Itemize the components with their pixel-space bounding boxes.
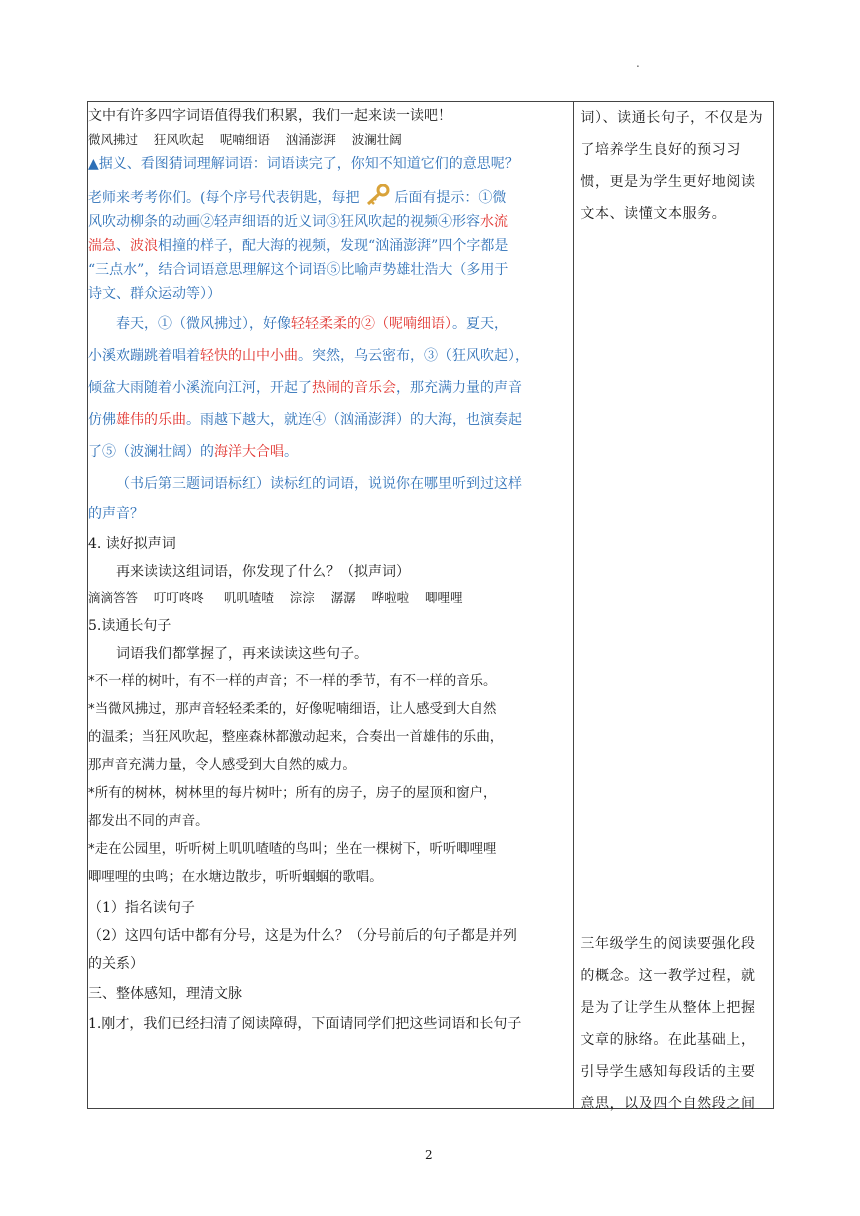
red-word: 波浪 <box>130 238 158 254</box>
passage-line-4 <box>88 408 573 432</box>
red-word: 轻快的山中小曲 <box>200 348 298 364</box>
red-word: 水流 <box>480 214 508 230</box>
book-task-line-2: 的声音？ <box>88 506 144 522</box>
note-line: 文本、读懂文本服务。 <box>580 206 727 222</box>
word-item: 唧哩哩 <box>425 590 463 605</box>
word-item: 微风拂过 <box>88 132 139 147</box>
passage-text: 仿佛 <box>88 412 116 428</box>
section-5-heading: 5.读通长句子 <box>88 618 172 634</box>
section-3-heading: 三、整体感知，理清文脉 <box>88 986 242 1002</box>
passage-text: 春天，①（微风拂过），好像 <box>116 316 291 332</box>
note-line: 三年级学生的阅读要强化段 <box>580 936 756 952</box>
section-5-intro: 词语我们都掌握了，再来读读这些句子。 <box>116 646 368 662</box>
passage-text: 。突然，乌云密布，③（狂风吹起）， <box>298 348 529 364</box>
sentence-4-line-1: *走在公园里，听听树上叽叽喳喳的鸟叫；坐在一棵树下，听听唧哩哩 <box>88 842 497 857</box>
passage-text: 小溪欢蹦跳着唱着 <box>88 348 200 364</box>
passage-text: 了⑤（波澜壮阔）的 <box>88 444 214 460</box>
sentence-1: *不一样的树叶，有不一样的声音；不一样的季节，有不一样的音乐。 <box>88 674 497 689</box>
word-item: 波澜壮阔 <box>351 132 402 147</box>
guess-prompt: ▲据义、看图猜词理解词语：词语读完了，你知不知道它们的意思呢？ <box>88 156 519 172</box>
passage-text: 倾盆大雨随着小溪流向江河，开起了 <box>88 380 312 396</box>
onomatopoeia-words <box>88 586 573 610</box>
sentence-2-line-3: 那声音充满力量，令人感受到大自然的威力。 <box>88 758 356 773</box>
red-word: 海洋大合唱 <box>214 444 284 460</box>
quiz-text: 相撞的样子，配大海的视频，发现“汹涌澎湃”四个字都是 <box>158 238 509 254</box>
word-item: 叽叽喳喳 <box>223 590 274 605</box>
note-line: 词）、读通长句子，不仅是为 <box>580 110 764 126</box>
teaching-process-cell <box>88 102 574 1109</box>
page-number: 2 <box>425 1148 433 1162</box>
section-4-heading: 4. 读好拟声词 <box>88 536 176 552</box>
sentence-4-line-2: 唧哩哩的虫鸣；在水塘边散步，听听蝈蝈的歌唱。 <box>88 870 383 885</box>
word-item: 呢喃细语 <box>219 132 270 147</box>
note-line: 了培养学生良好的预习习 <box>580 142 741 158</box>
red-word: 轻轻柔柔的②（呢喃细语） <box>291 316 452 332</box>
question-1: （1）指名读句子 <box>88 900 195 916</box>
quiz-text: 风吹动柳条的动画②轻声细语的近义词③狂风吹起的视频④形容 <box>88 214 480 230</box>
passage-line-5 <box>88 440 573 464</box>
passage-text: 。夏天， <box>452 316 508 332</box>
question-2-line-1: （2）这四句话中都有分号，这是为什么？（分号前后的句子都是并列 <box>88 928 517 944</box>
quiz-line-1 <box>88 184 573 210</box>
lesson-plan-table <box>87 101 774 1112</box>
quiz-text: 、 <box>116 238 130 254</box>
passage-line-2 <box>88 344 573 368</box>
word-item: 滴滴答答 <box>88 590 139 605</box>
note-line: 意思，以及四个自然段之间 <box>580 1096 756 1112</box>
passage-text: 。雨越下越大，就连④（汹涌澎湃）的大海，也演奏起 <box>186 412 522 428</box>
word-item: 淙淙 <box>289 590 315 605</box>
key-icon <box>364 184 390 206</box>
quiz-line-4: “三点水”，结合词语意思理解这个词语⑤比喻声势雄壮浩大（多用于 <box>88 262 509 278</box>
note-line: 文章的脉络。在此基础上， <box>580 1032 756 1048</box>
red-word: 雄伟的乐曲 <box>116 412 186 428</box>
design-note-bottom <box>580 928 767 1120</box>
header-mark: . <box>636 56 640 70</box>
section-4-question: 再来读读这组词语，你发现了什么？（拟声词） <box>116 564 410 580</box>
sentence-3-line-1: *所有的树林，树林里的每片树叶；所有的房子，房子的屋顶和窗户， <box>88 786 497 801</box>
word-item: 哗啦啦 <box>371 590 410 605</box>
question-2-line-2: 的关系） <box>88 956 144 972</box>
word-item: 狂风吹起 <box>153 132 204 147</box>
quiz-line-5: 诗文、群众运动等）） <box>88 286 221 302</box>
passage-text: 。 <box>284 444 298 460</box>
red-word: 湍急 <box>88 238 116 254</box>
design-intent-cell <box>574 102 774 1112</box>
quiz-text: 老师来考考你们。(每个序号代表钥匙，每把 <box>88 190 360 206</box>
word-item: 叮叮咚咚 <box>153 590 204 605</box>
word-item: 潺潺 <box>330 590 356 605</box>
passage-line-3 <box>88 376 573 400</box>
note-line: 的概念。这一教学过程，就 <box>580 968 756 984</box>
note-line: 是为了让学生从整体上把握 <box>580 1000 756 1016</box>
note-line: 引导学生感知每段话的主要 <box>580 1064 756 1080</box>
quiz-text: 后面有提示：①微 <box>394 190 507 206</box>
sentence-2-line-1: *当微风拂过，那声音轻轻柔柔的，好像呢喃细语，让人感受到大自然 <box>88 702 497 717</box>
four-char-words <box>88 128 573 152</box>
quiz-line-2 <box>88 210 573 234</box>
word-item: 汹涌澎湃 <box>285 132 336 147</box>
note-line: 惯，更是为学生更好地阅读 <box>580 174 756 190</box>
sentence-3-line-2: 都发出不同的声音。 <box>88 814 209 829</box>
passage-line-1 <box>88 312 573 336</box>
book-task-line-1: （书后第三题词语标红）读标红的词语，说说你在哪里听到过这样 <box>116 476 522 492</box>
passage-text: ，那充满力量的声音 <box>396 380 522 396</box>
quiz-line-3 <box>88 234 573 258</box>
intro-line: 文中有许多四字词语值得我们积累，我们一起来读一读吧！ <box>88 108 452 124</box>
design-note-top <box>580 102 767 230</box>
sentence-2-line-2: 的温柔；当狂风吹起，整座森林都激动起来，合奏出一首雄伟的乐曲， <box>88 730 504 745</box>
last-line: 1.刚才，我们已经扫清了阅读障碍，下面请同学们把这些词语和长句子 <box>88 1016 522 1032</box>
red-word: 热闹的音乐会 <box>312 380 396 396</box>
